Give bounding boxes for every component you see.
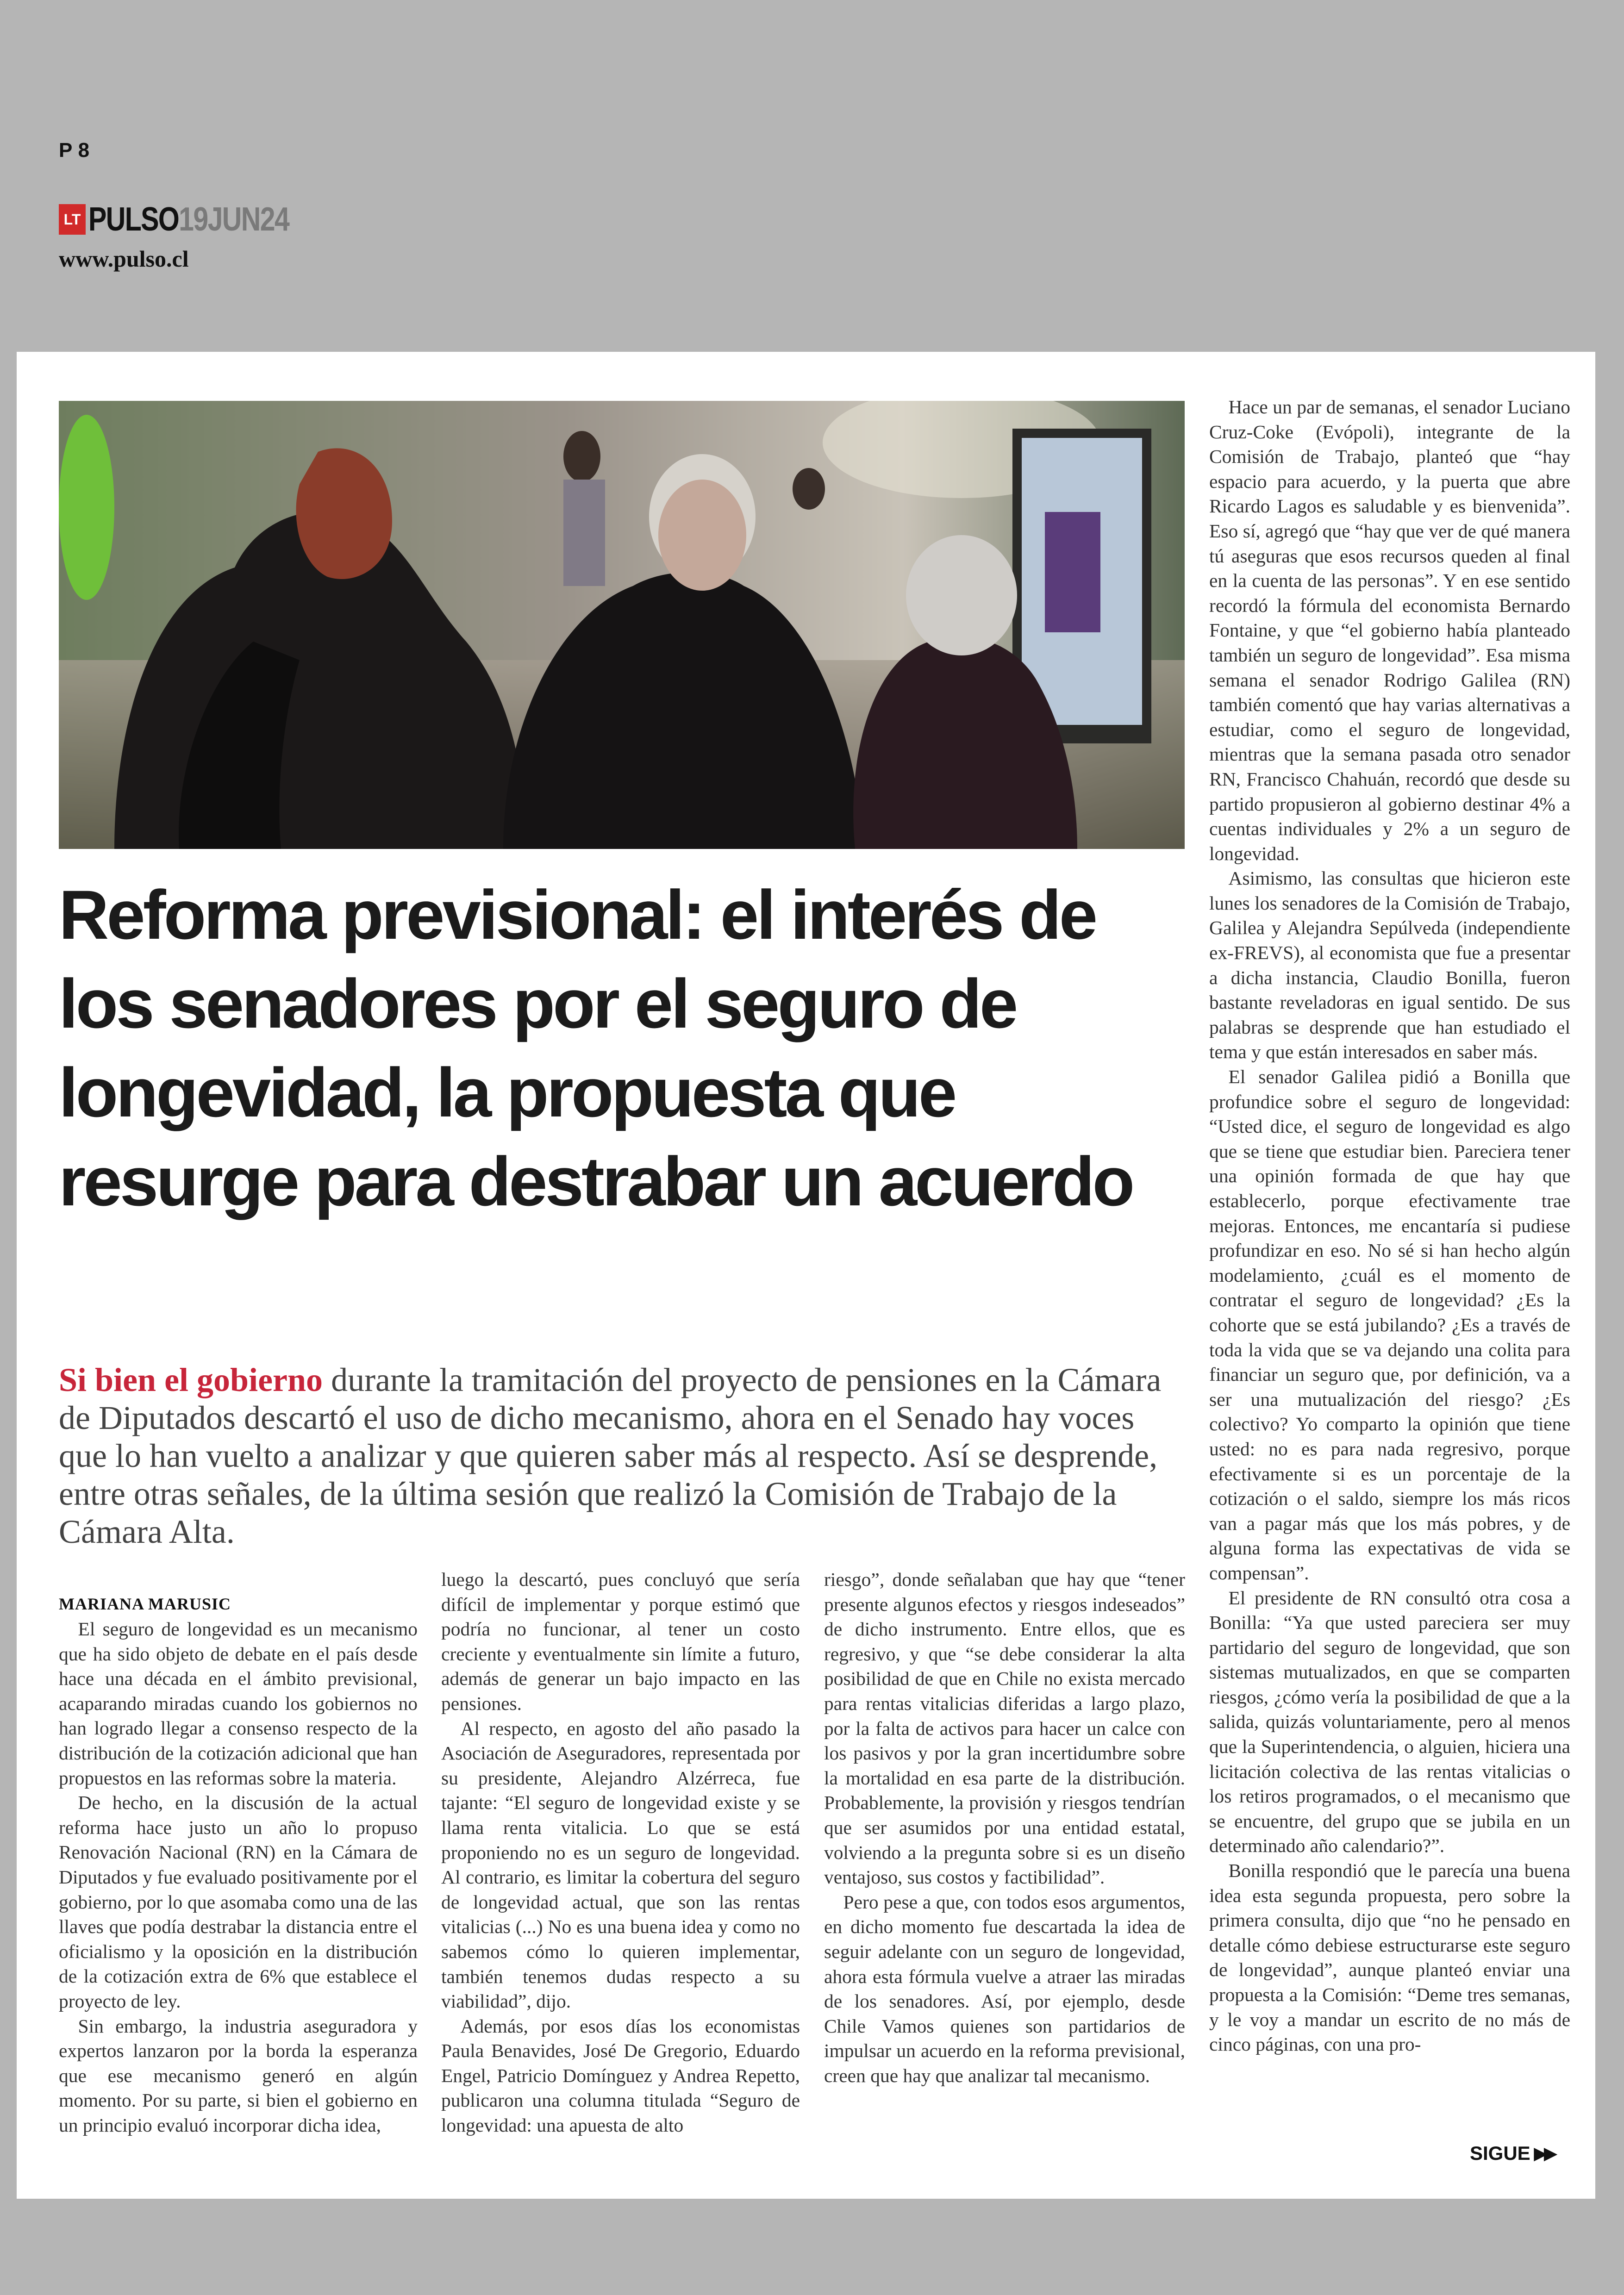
byline: MARIANA MARUSIC	[59, 1595, 231, 1613]
edition-date: 19JUN24	[179, 201, 289, 238]
deck-lead: Si bien el gobierno	[59, 1361, 323, 1398]
continues-indicator[interactable]: SIGUE ▶▶	[1470, 2142, 1555, 2164]
paragraph: Asimismo, las consultas que hicieron este lunes los senadores de la Comisión de Trabajo, Galilea y Alejandra Sepúlveda (independiente ex-FREVS), al economista que fue a presentar a dicha instancia, Claudio Bonilla, fueron bastante reveladoras en igual sentido. De sus palabras se desprende que han estudiado el tema y que están interesados en saber más.	[1209, 867, 1570, 1063]
column-2	[441, 1567, 800, 2138]
paragraph: El seguro de longevidad es un mecanismo que ha sido objeto de debate en el país desde hace una década en el ámbito previsional, acaparando miradas cuando los gobiernos no han logrado llegar a consenso respecto de la distribución de la cotización adicional que han propuestos en las reformas sobre la materia.	[59, 1618, 418, 1789]
paragraph: luego la descartó, pues concluyó que sería difícil de implementar y porque estimó que podría no funcionar, al tener un costo creciente y eventualmente sin límite a futuro, además de generar un bajo impacto en las pensiones.	[441, 1569, 800, 1714]
paragraph: Bonilla respondió que le parecía una buena idea esta segunda propuesta, pero sobre la primera consulta, dijo que “no he pensado en detalle cómo debiese estructurarse este seguro de longevidad”, aunque planteó enviar una propuesta a la Comisión: “Deme tres semanas, y le voy a mandar un escrito de no más de cinco páginas, con una pro-	[1209, 1860, 1570, 2055]
page-number: P 8	[59, 139, 90, 162]
paragraph: Pero pese a que, con todos esos argumentos, en dicho momento fue descartada la idea de seguir adelante con un seguro de longevidad, ahora esta fórmula vuelve a atraer las miradas de los senadores. Así, por ejemplo, desde Chile Vamos quienes son partidarios de impulsar un acuerdo en la reforma previsional, creen que hay que analizar tal mecanismo.	[824, 1891, 1185, 2086]
paragraph: De hecho, en la discusión de la actual reforma hace justo un año lo propuso Renovación Nacional (RN) en la Cámara de Diputados y fue evaluado positivamente por el gobierno, por lo que asomaba como una de las llaves que podía destrabar la distancia entre el oficialismo y la oposición en la distribución de la cotización extra de 6% que establece el proyecto de ley.	[59, 1792, 418, 2012]
masthead	[59, 203, 333, 236]
column-1	[59, 1617, 418, 2138]
deck-text: durante la tramitación del proyecto de pensiones en la Cámara de Diputados descartó el uso de dicho mecanismo, ahora en el Senado hay voces que lo han vuelto a analizar y que quieren saber más al respecto. Así se desprende, entre otras señales, de la última sesión que realizó la Comisión de Trabajo de la Cámara Alta.	[59, 1361, 1162, 1550]
paragraph: Al respecto, en agosto del año pasado la Asociación de Aseguradores, representada por su presidente, Alejandro Alzérreca, fue tajante: “El seguro de longevidad existe y se llama renta vitalicia. Lo que se está proponiendo no es un seguro de longevidad. Al contrario, es limitar la cobertura del seguro de longevidad actual, que son las rentas vitalicias (...) No es una buena idea y como no sabemos cómo lo quieren implementar, también tenemos dudas respecto a su viabilidad”, dijo.	[441, 1717, 800, 2012]
column-3	[824, 1567, 1185, 2088]
masthead-brand: PULSO19JUN24	[88, 201, 289, 238]
deck	[59, 1361, 1188, 1551]
paragraph: El presidente de RN consultó otra cosa a Bonilla: “Ya que usted pareciera ser muy partidario del seguro de longevidad, que son sistemas mutualizados, en que se comparten riesgos, ¿cómo vería la posibilidad de que a la salida, quizás voluntariamente, pero al menos que la Superintendencia, o alguien, hiciera una licitación colectiva de las rentas vitalicias o los retiros programados, o el mecanismo que se encuentre, del grupo que se jubila en un determinado año calendario?”.	[1209, 1587, 1570, 1857]
paragraph: riesgo”, donde señalaban que hay que “tener presente algunos efectos y riesgos indeseados” de dicho instrumento. Entre ellos, que es regresivo, y que “se debe considerar la alta posibilidad de que en Chile no exista mercado para rentas vitalicias diferidas a largo plazo, por la falta de activos para hacer un calce con los pasivos y por la gran incertidumbre sobre la mortalidad en esa parte de la distribución. Probablemente, la provisión y riesgos tendrían que ser asumidos por una entidad estatal, volviendo a la pregunta sobre si es un diseño ventajoso, sus costos y factibilidad”.	[824, 1569, 1185, 1888]
paragraph: Además, por esos días los economistas Paula Benavides, José De Gregorio, Eduardo Engel, Patricio Domínguez y Andrea Repetto, publicaron una columna titulada “Seguro de longevidad: una apuesta de alto	[441, 2015, 800, 2136]
paragraph: Hace un par de semanas, el senador Luciano Cruz-Coke (Evópoli), integrante de la Comisión de Trabajo, planteó que “hay espacio para acuerdo, y la puerta que abre Ricardo Lagos es saludable y es bienvenida”. Eso sí, agregó que “hay que ver de qué manera tú aseguras que esos recursos queden al final en la cuenta de las personas”. Y en ese sentido recordó la fórmula del economista Bernardo Fontaine, y que “el gobierno había planteado también un seguro de longevidad”. Esa misma semana el senador Rodrigo Galilea (RN) también comentó que hay varias alternativas a estudiar, como el seguro de longevidad, mientras que la semana pasada otro senador RN, Francisco Chahuán, recordó que desde su partido propusieron al gobierno destinar 4% a cuentas individuales y 2% a un seguro de longevidad.	[1209, 396, 1570, 864]
website-link[interactable]: www.pulso.cl	[59, 246, 189, 272]
photo-illustration	[59, 401, 1185, 849]
double-arrow-right-icon: ▶▶	[1534, 2144, 1555, 2163]
paragraph: El senador Galilea pidió a Bonilla que profundice sobre el seguro de longevidad: “Usted dice, el seguro de longevidad es algo que se tiene que estudiar bien. Pareciera tener una opinión formada de que hay que establecerlo, porque efectivamente trae mejoras. Entonces, me encantaría si pudiese profundizar en eso. No sé si han hecho algún modelamiento, ¿cuál es el momento de contratar el seguro de longevidad? ¿Es la cohorte que se está jubilando? ¿Es a través de toda la vida que se va dejando una colita para financiar un seguro que, por definición, va a ser una mutualización del riesgo? ¿Es colectivo? Yo comparto la opinión que tiene usted: no es para nada regresivo, porque efectivamente si es un porcentaje de la cotización o el saldo, siempre los más ricos van a pagar más que los más pobres, y de alguna forma las expectativas de vida se compensan”.	[1209, 1066, 1570, 1584]
article-photo	[59, 401, 1185, 849]
column-4-top	[1209, 395, 1570, 2057]
headline: Reforma previsional: el interés de los senadores por el seguro de longevidad, la propuesta que resurge para destrabar un acuerdo	[59, 876, 1133, 1220]
lt-logo: LT	[59, 204, 86, 235]
paragraph: Sin embargo, la industria aseguradora y expertos lanzaron por la borda la esperanza que ese mecanismo generó en algún momento. Por su parte, si bien el gobierno en un principio evaluó incorporar dicha idea,	[59, 2015, 418, 2136]
